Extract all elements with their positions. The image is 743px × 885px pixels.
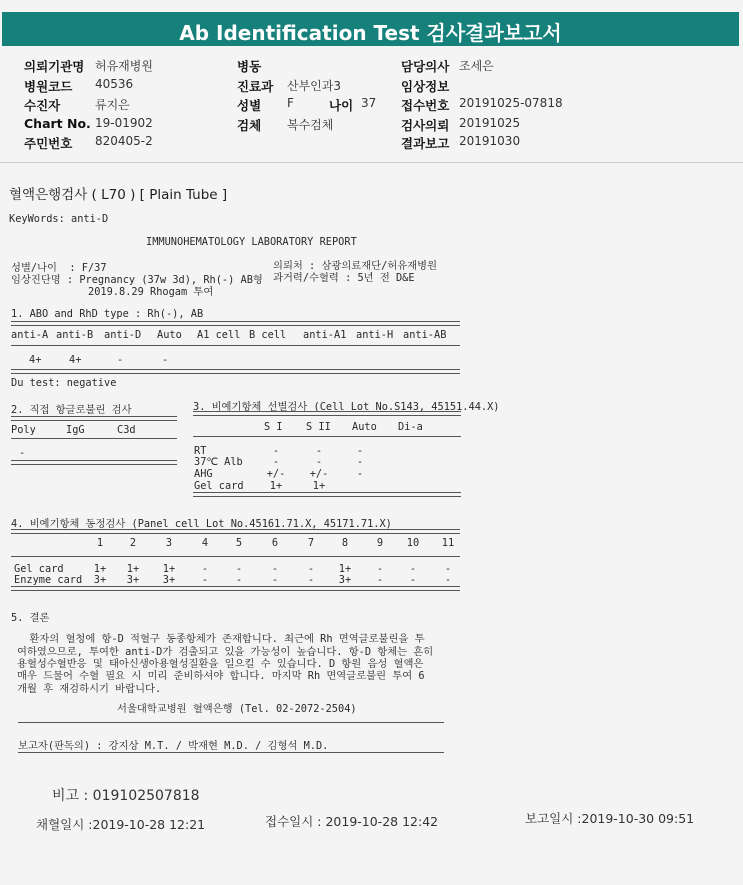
panel-heading: 4. 비예기항체 동정검사 (Panel cell Lot No.45161.71.X, 45171.71.X) xyxy=(11,518,392,530)
panel-cell: 3+ xyxy=(93,574,107,586)
abo-col-anti-d: anti-D xyxy=(104,329,142,341)
panel-col-header: 5 xyxy=(235,537,243,549)
abo-col-anti-a1: anti-A1 xyxy=(303,329,347,341)
conclusion-line-2: 여하였으므로, 투여한 anti-D가 검출되고 있을 가능성이 높습니다. 항-D 항체는 흔히 xyxy=(17,646,434,658)
dat-col-poly: Poly xyxy=(11,424,36,436)
abo-col-auto: Auto xyxy=(157,329,182,341)
panel-cell: 3+ xyxy=(126,574,140,586)
screen-row-label: Gel card xyxy=(194,480,244,492)
requesting-institution: 의뢰처 : 삼광의료재단/허유재병원 xyxy=(273,260,438,272)
sex-age: 성별/나이 : F/37 xyxy=(11,262,107,274)
conclusion-line-1: 환자의 혈청에 항-D 적혈구 동종항체가 존재합니다. 최근에 Rh 면역글로불린을 투 xyxy=(17,633,425,645)
conclusion-heading: 5. 결론 xyxy=(11,612,50,624)
abo-col-b-cell: B cell xyxy=(249,329,287,341)
panel-col-header: 6 xyxy=(271,537,279,549)
panel-cell: 3+ xyxy=(162,574,176,586)
abo-val-auto: - xyxy=(162,354,169,366)
label-dept: 진료과 xyxy=(237,79,274,94)
value-request-date: 20191025 xyxy=(459,116,521,130)
screen-row-label: 37℃ Alb xyxy=(194,456,243,468)
reporter-rule-bottom xyxy=(18,752,444,753)
panel-col-header: 10 xyxy=(406,537,420,549)
screen-col-auto: Auto xyxy=(352,421,377,433)
value-report-date: 20191030 xyxy=(459,134,521,148)
screen-cell: - xyxy=(272,445,280,457)
screen-rule-top xyxy=(193,411,461,416)
panel-rule-top xyxy=(11,529,460,534)
transfusion-history: 과거력/수혈력 : 5년 전 D&E xyxy=(273,272,415,284)
panel-cell: - xyxy=(307,563,315,575)
dat-heading: 2. 직접 항글로불린 검사 xyxy=(11,404,132,416)
screen-heading: 3. 비예기항체 선별검사 (Cell Lot No.S143, 45151.44.X) xyxy=(193,401,500,413)
panel-col-header: 7 xyxy=(307,537,315,549)
value-chart-no: 19-01902 xyxy=(95,116,153,130)
panel-cell: 3+ xyxy=(338,574,352,586)
screen-rule-bottom xyxy=(193,492,461,497)
panel-cell: - xyxy=(409,574,417,586)
abo-val-anti-b: 4+ xyxy=(69,354,82,366)
panel-cell: - xyxy=(409,563,417,575)
dat-val-poly: - xyxy=(19,447,26,459)
panel-rule-bottom xyxy=(11,586,460,591)
conclusion-line-3: 용혈성수혈반응 및 태아신생아용혈성질환을 일으킬 수 있습니다. D 항원 음성 혈액은 xyxy=(17,658,424,670)
panel-row-label: Gel card xyxy=(14,563,64,575)
received-time: 접수일시 : 2019-10-28 12:42 xyxy=(265,814,439,829)
label-hospital-code: 병원코드 xyxy=(24,79,73,94)
label-chart-no: Chart No. xyxy=(24,116,91,131)
screen-cell: +/- xyxy=(266,468,286,480)
abo-rule-bottom xyxy=(11,369,460,374)
abo-rule-top xyxy=(11,321,460,326)
label-receipt-no: 접수번호 xyxy=(401,98,450,113)
screen-cell: - xyxy=(315,445,323,457)
reported-time: 보고일시 :2019-10-30 09:51 xyxy=(525,811,695,826)
abo-col-anti-a: anti-A xyxy=(11,329,49,341)
screen-cell: - xyxy=(315,456,323,468)
lab-report-title: IMMUNOHEMATOLOGY LABORATORY REPORT xyxy=(146,236,357,248)
screen-row-label: AHG xyxy=(194,468,213,480)
screen-cell: - xyxy=(356,445,364,457)
reporter-rule-top xyxy=(18,722,444,723)
panel-col-header: 8 xyxy=(341,537,349,549)
screen-rule-mid xyxy=(193,436,461,437)
value-specimen: 복수검체 xyxy=(287,118,334,132)
panel-cell: 1+ xyxy=(126,563,140,575)
label-id-no: 주민번호 xyxy=(24,136,73,151)
panel-rule-mid xyxy=(11,556,460,557)
screen-cell: +/- xyxy=(309,468,329,480)
abo-col-a1-cell: A1 cell xyxy=(197,329,241,341)
panel-cell: 1+ xyxy=(338,563,352,575)
dat-col-igg: IgG xyxy=(66,424,85,436)
value-age: 37 xyxy=(361,96,377,110)
dat-rule-top xyxy=(11,416,177,421)
collected-time: 채혈일시 :2019-10-28 12:21 xyxy=(36,817,206,832)
screen-cell: 1+ xyxy=(312,480,326,492)
value-institution: 허유재병원 xyxy=(95,59,153,73)
label-institution: 의뢰기관명 xyxy=(24,59,85,74)
panel-cell: - xyxy=(271,563,279,575)
panel-cell: - xyxy=(201,563,209,575)
panel-cell: - xyxy=(444,574,452,586)
panel-col-header: 11 xyxy=(441,537,455,549)
label-request-date: 검사의뢰 xyxy=(401,118,450,133)
value-sex: F xyxy=(287,96,294,110)
conclusion-line-5: 개월 후 재검하시기 바랍니다. xyxy=(17,683,162,695)
label-specimen: 검체 xyxy=(237,118,262,133)
value-dept: 산부인과3 xyxy=(287,79,342,93)
label-report-date: 결과보고 xyxy=(401,136,450,151)
screen-col-s2: S II xyxy=(306,421,331,433)
reporter: 보고자(판독의) : 강지상 M.T. / 박재현 M.D. / 김형석 M.D. xyxy=(18,740,329,752)
dat-rule-mid xyxy=(11,438,177,439)
clinical-diagnosis-note: 2019.8.29 Rhogam 투여 xyxy=(88,286,214,298)
value-hospital-code: 40536 xyxy=(95,77,134,91)
panel-col-header: 2 xyxy=(129,537,137,549)
panel-col-header: 1 xyxy=(96,537,104,549)
report-title-bar xyxy=(2,12,739,46)
panel-cell: - xyxy=(307,574,315,586)
screen-row-label: RT xyxy=(194,445,207,457)
screen-col-di-a: Di-a xyxy=(398,421,423,433)
panel-col-header: 3 xyxy=(165,537,173,549)
panel-cell: - xyxy=(201,574,209,586)
label-sex: 성별 xyxy=(237,98,262,113)
panel-cell: 1+ xyxy=(162,563,176,575)
panel-cell: - xyxy=(235,574,243,586)
report-title: Ab Identification Test 검사결과보고서 xyxy=(179,21,562,45)
panel-cell: 1+ xyxy=(93,563,107,575)
abo-val-anti-d: - xyxy=(117,354,124,366)
panel-cell: - xyxy=(376,563,384,575)
abo-col-anti-ab: anti-AB xyxy=(403,329,447,341)
abo-rule-mid xyxy=(11,345,460,346)
keywords: KeyWords: anti-D xyxy=(9,213,109,225)
value-recipient: 류지은 xyxy=(95,98,130,112)
blood-bank-contact: 서울대학교병원 혈액은행 (Tel. 02-2072-2504) xyxy=(117,703,357,715)
value-doctor: 조세은 xyxy=(459,59,494,73)
abo-col-anti-h: anti-H xyxy=(356,329,394,341)
panel-cell: - xyxy=(235,563,243,575)
dat-col-c3d: C3d xyxy=(117,424,136,436)
label-clinical-info: 임상정보 xyxy=(401,79,450,94)
screen-col-s1: S I xyxy=(264,421,283,433)
label-ward: 병동 xyxy=(237,59,262,74)
du-test: Du test: negative xyxy=(11,377,117,389)
label-doctor: 담당의사 xyxy=(401,59,450,74)
panel-cell: - xyxy=(376,574,384,586)
screen-cell: 1+ xyxy=(269,480,283,492)
panel-col-header: 4 xyxy=(201,537,209,549)
value-receipt-no: 20191025-07818 xyxy=(459,96,563,110)
header-divider xyxy=(0,162,743,163)
conclusion-line-4: 매우 드물어 수혈 필요 시 미리 준비하셔야 합니다. 마지막 Rh 면역글로불린 투여 6 xyxy=(17,670,425,682)
abo-heading: 1. ABO and RhD type : Rh(-), AB xyxy=(11,308,204,320)
remark: 비고 : 019102507818 xyxy=(52,788,200,804)
dat-rule-bottom xyxy=(11,460,177,465)
screen-cell: - xyxy=(356,456,364,468)
abo-col-anti-b: anti-B xyxy=(56,329,94,341)
section-title: 혈액은행검사 ( L70 ) [ Plain Tube ] xyxy=(9,187,228,203)
panel-row-label: Enzyme card xyxy=(14,574,83,586)
value-id-no: 820405-2 xyxy=(95,134,153,148)
label-recipient: 수진자 xyxy=(24,98,61,113)
label-age: 나이 xyxy=(329,98,354,113)
screen-cell: - xyxy=(272,456,280,468)
clinical-diagnosis: 임상진단명 : Pregnancy (37w 3d), Rh(-) AB형 xyxy=(11,274,263,286)
panel-col-header: 9 xyxy=(376,537,384,549)
panel-cell: - xyxy=(271,574,279,586)
screen-cell: - xyxy=(356,468,364,480)
panel-cell: - xyxy=(444,563,452,575)
abo-val-anti-a: 4+ xyxy=(29,354,42,366)
